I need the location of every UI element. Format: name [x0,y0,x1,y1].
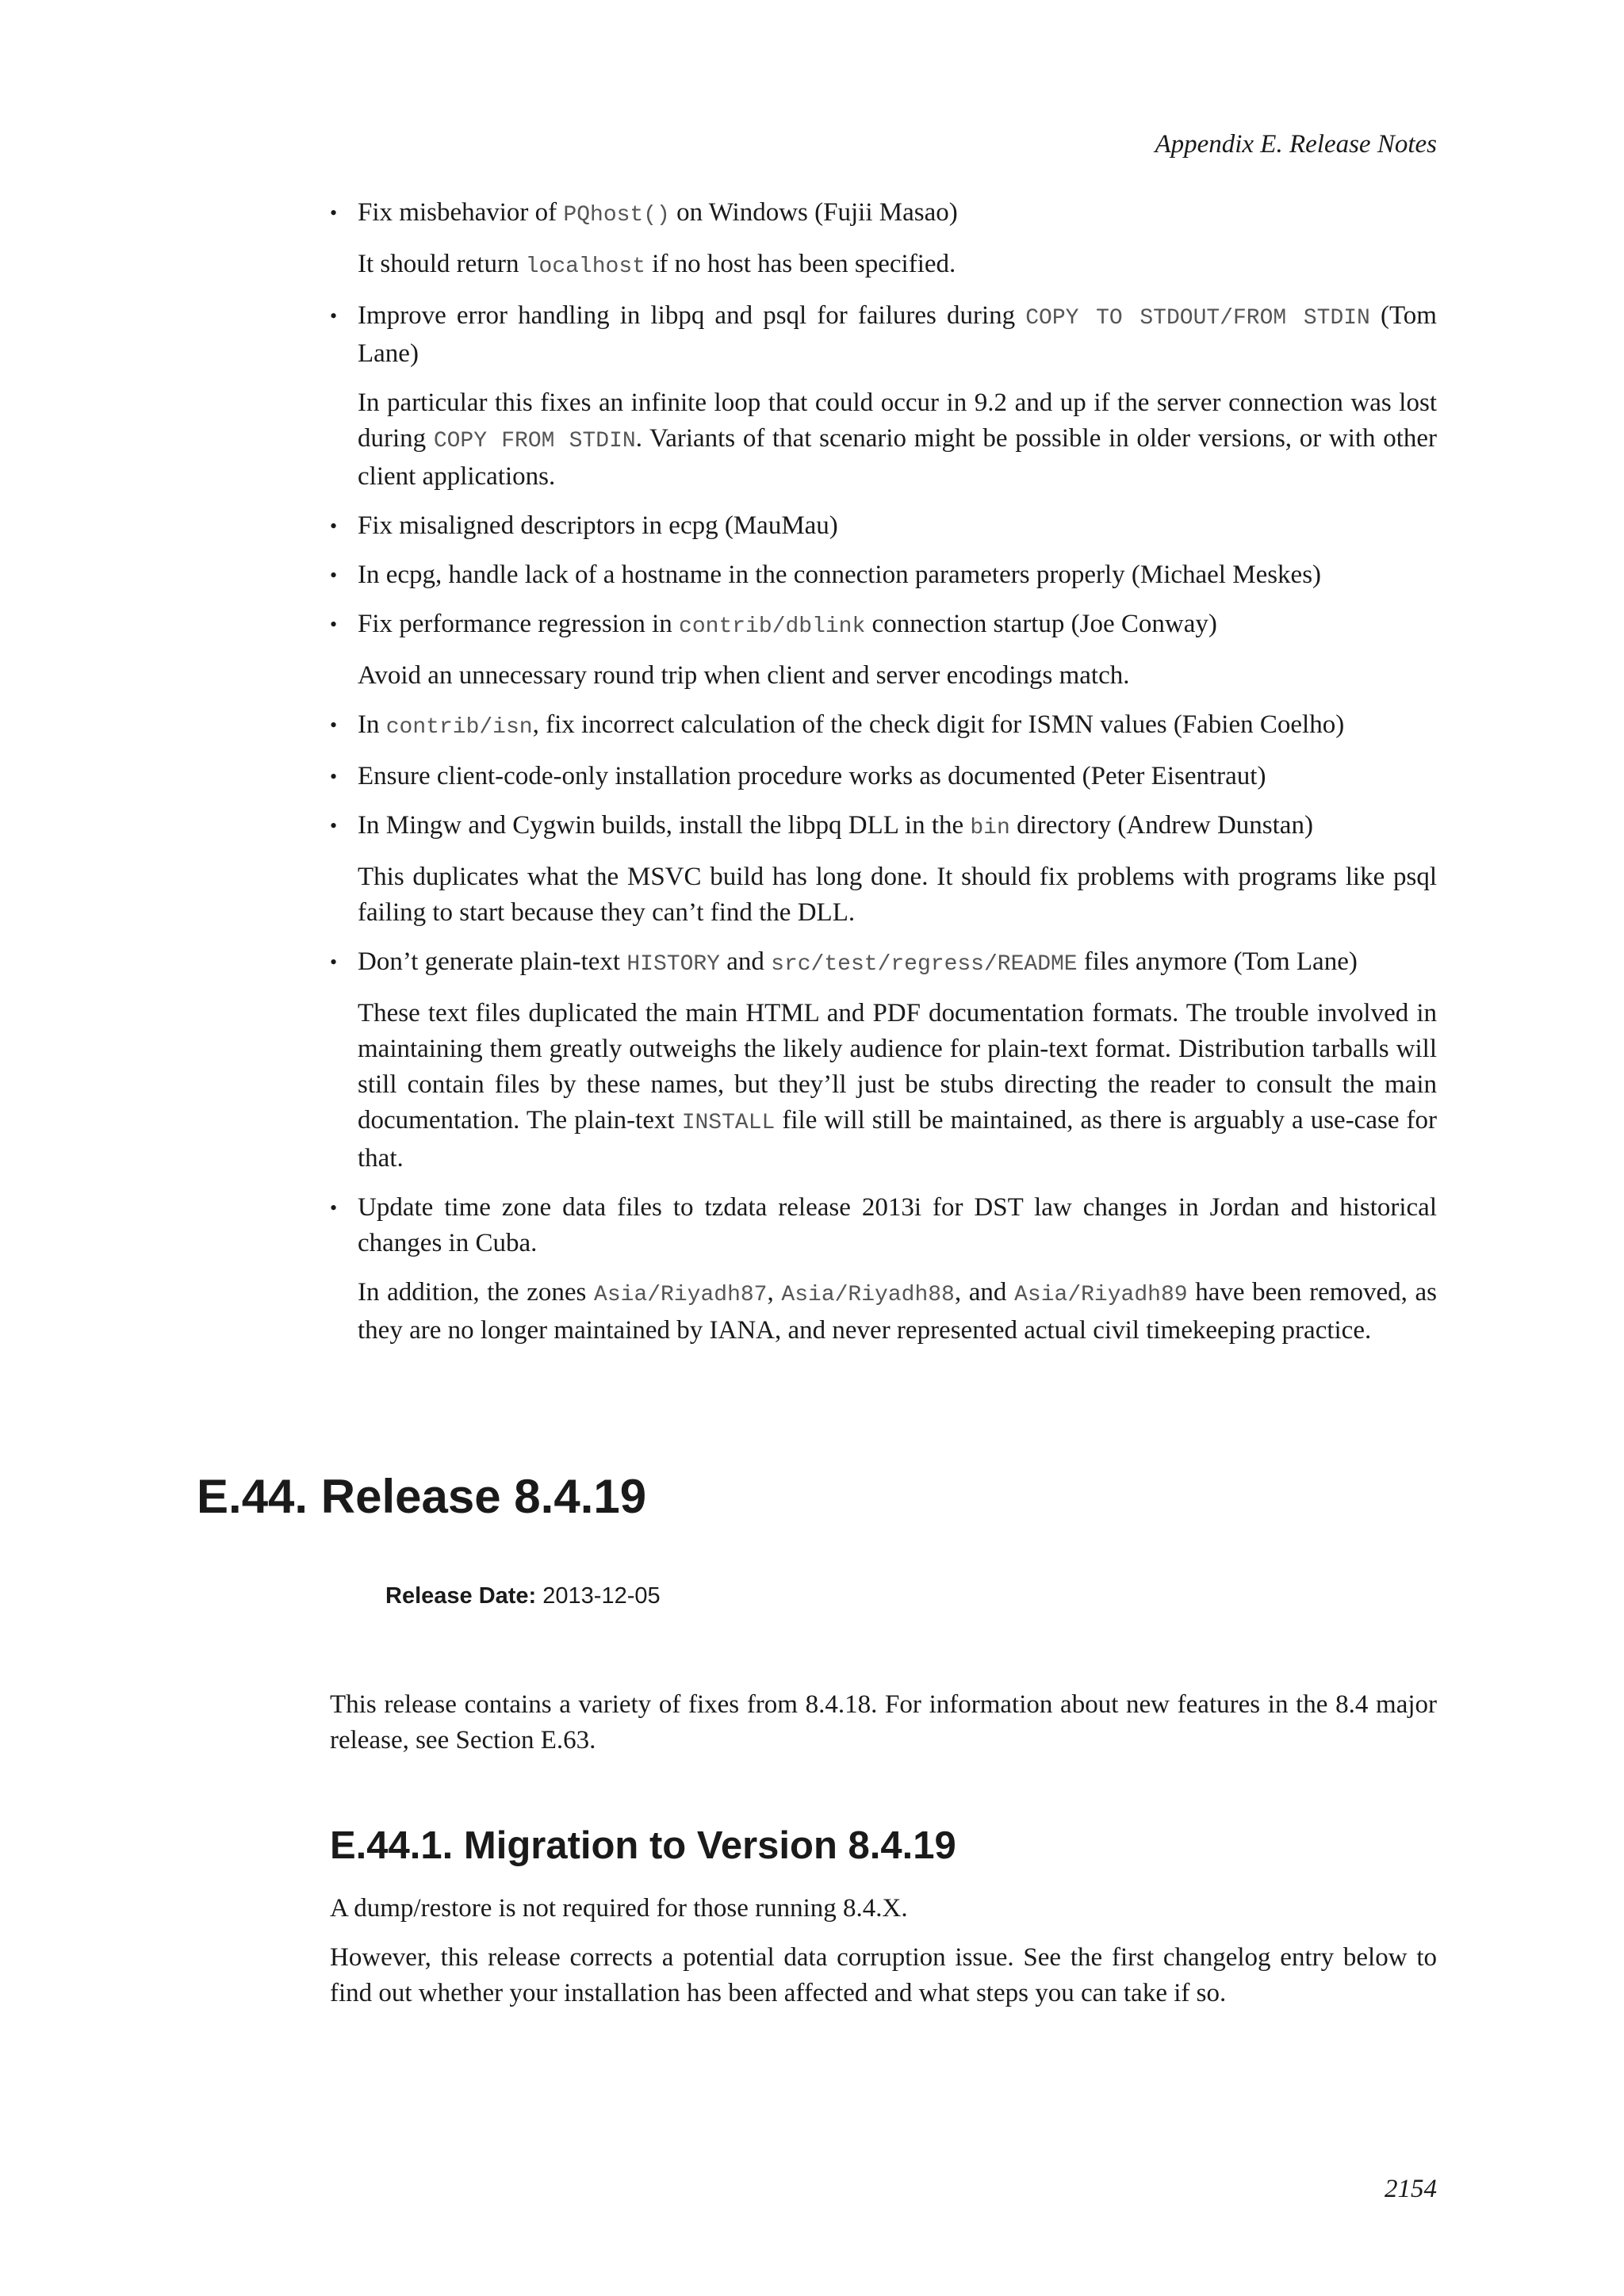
inline-code: INSTALL [681,1111,776,1135]
inline-code: localhost [525,254,645,279]
list-item: • Don’t generate plain-text HISTORY and src/test/regress/README files anymore (Tom Lane) [330,944,1437,982]
list-item: • Improve error handling in libpq and psql for failures during COPY TO STDOUT/FROM STDIN (Tom Lane) [330,298,1437,372]
list-item: • Fix misaligned descriptors in ecpg (MauMau) [330,508,1437,544]
inline-code: src/test/regress/README [771,952,1078,977]
list-item: • Update time zone data files to tzdata release 2013i for DST law changes in Jordan and historical changes in Cuba. [330,1190,1437,1261]
running-header: Appendix E. Release Notes [1155,130,1437,159]
list-item: • In Mingw and Cygwin builds, install the libpq DLL in the bin directory (Andrew Dunstan) [330,808,1437,846]
release-date-label: Release Date: [385,1583,537,1609]
item-detail: These text files duplicated the main HTML and PDF documentation formats. The trouble involved in maintaining them greatly outweighs the likely audience for plain-text format. Distribution tarballs will still contain files by these names, but they’ll just be stubs directing the reader to consult the main documentation. The plain-text INSTALL file will still be maintained, as there is arguably a use-case for that. [358,999,1437,1173]
list-item: • Fix misbehavior of PQhost() on Windows (Fujii Masao) [330,195,1437,233]
inline-code: Asia/Riyadh88 [781,1283,955,1307]
migration-text [330,1891,1437,2025]
list-item: • Fix performance regression in contrib/dblink connection startup (Joe Conway) [330,607,1437,645]
subsection-title: E.44.1. Migration to Version 8.4.19 [330,1824,956,1867]
item-detail: This duplicates what the MSVC build has long done. It should fix problems with programs like psql failing to start because they can’t find the DLL. [358,863,1437,927]
migration-paragraph: However, this release corrects a potential data corruption issue. See the first changelog entry below to find out whether your installation has been affected and what steps you can take if so. [330,1943,1437,2007]
item-detail: It should return localhost if no host has been specified. [358,250,956,279]
list-item: • In contrib/isn, fix incorrect calculation of the check digit for ISMN values (Fabien Coelho) [330,707,1437,745]
changelog-list [330,195,1437,1362]
inline-code: PQhost() [563,203,670,228]
list-item: • In ecpg, handle lack of a hostname in the connection parameters properly (Michael Meskes) [330,557,1437,593]
inline-code: Asia/Riyadh89 [1014,1283,1188,1307]
migration-paragraph: A dump/restore is not required for those running 8.4.X. [330,1894,908,1923]
inline-code: Asia/Riyadh87 [594,1283,768,1307]
list-item: • Ensure client-code-only installation procedure works as documented (Peter Eisentraut) [330,759,1437,794]
item-detail: Avoid an unnecessary round trip when client and server encodings match. [358,661,1130,690]
inline-code: contrib/dblink [679,614,866,639]
inline-code: bin [970,816,1010,840]
item-detail: In particular this fixes an infinite loop that could occur in 9.2 and up if the server connection was lost during COPY FROM STDIN. Variants of that scenario might be possible in older versions, or with other client applications. [358,388,1437,491]
release-intro: This release contains a variety of fixes from 8.4.18. For information about new features in the 8.4 major release, see Section E.63. [330,1690,1437,1755]
release-date-value: 2013-12-05 [542,1583,661,1609]
inline-code: contrib/isn [385,715,533,740]
release-date [385,1582,661,1610]
inline-code: COPY TO STDOUT/FROM STDIN [1025,306,1370,331]
item-detail: In addition, the zones Asia/Riyadh87, Asia/Riyadh88, and Asia/Riyadh89 have been removed, as they are no longer maintained by IANA, and never represented actual civil timekeeping practice. [358,1278,1438,1345]
section-title: E.44. Release 8.4.19 [197,1470,647,1523]
inline-code: COPY FROM STDIN [433,429,636,453]
page-number: 2154 [1385,2175,1437,2203]
inline-code: HISTORY [626,952,720,977]
